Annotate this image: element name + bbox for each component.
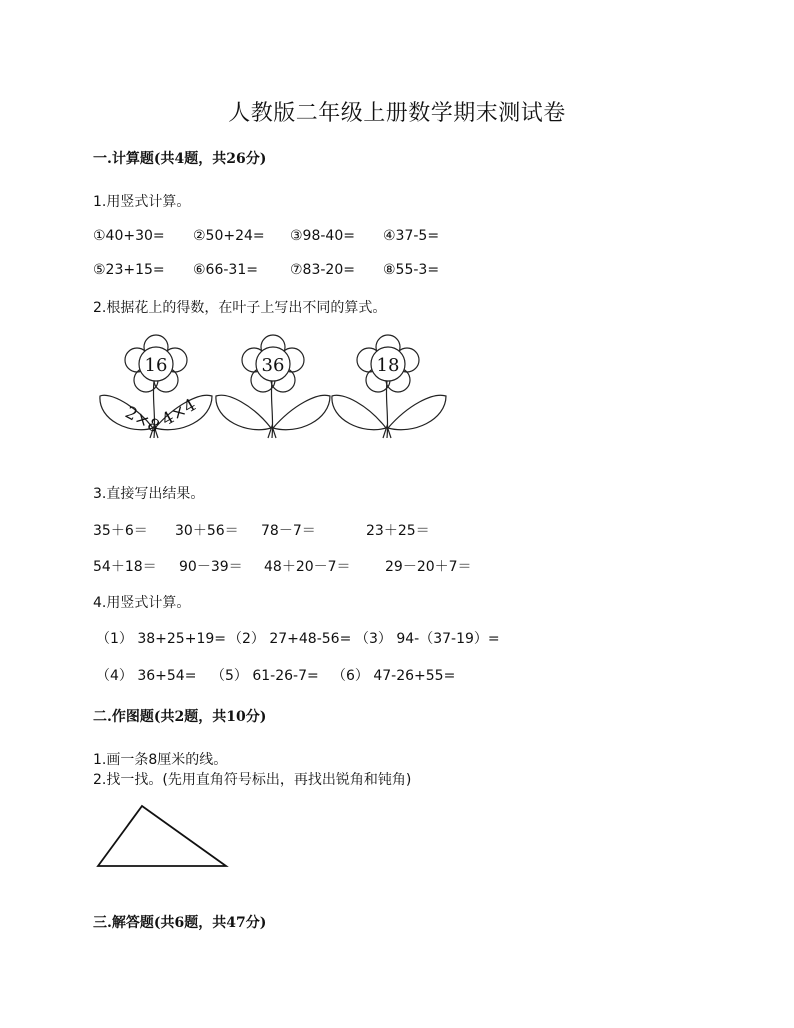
question-2-label: 2.根据花上的得数，在叶子上写出不同的算式。: [93, 300, 387, 316]
right-leaf: [273, 395, 330, 429]
drawing-question-2: 2.找一找。(先用直角符号标出，再找出锐角和钝角): [93, 772, 412, 788]
question-4-label: 4.用竖式计算。: [93, 595, 191, 611]
left-leaf: [332, 395, 386, 429]
left-leaf: [216, 395, 271, 429]
problem-item: 29－20＋7＝: [385, 559, 472, 575]
problem-item: ⑥66-31=: [193, 262, 258, 278]
drawing-question-1: 1.画一条8厘米的线。: [93, 752, 228, 768]
flowers-illustration: [90, 330, 460, 445]
flower-1-number: 16: [144, 355, 168, 376]
problem-item: ②50+24=: [193, 228, 265, 244]
problem-item: （5） 61-26-7=: [211, 668, 319, 684]
problem-item: （4） 36+54=: [96, 668, 197, 684]
triangle-icon: [94, 800, 230, 870]
problem-item: ⑤23+15=: [93, 262, 165, 278]
flower-1-left-leaf-text: 2×8: [121, 402, 163, 438]
page-title: 人教版二年级上册数学期末测试卷: [228, 101, 566, 126]
problem-item: 23＋25＝: [366, 523, 430, 539]
question-1-label: 1.用竖式计算。: [93, 194, 191, 210]
flower-2-number: 36: [261, 355, 285, 376]
problem-item: 35＋6＝: [93, 523, 148, 539]
problem-item: 30＋56＝: [175, 523, 239, 539]
problem-item: （1） 38+25+19=: [96, 631, 226, 647]
problem-item: （3） 94-（37-19）=: [355, 631, 500, 647]
section-heading-calculation: 一.计算题(共4题，共26分): [93, 151, 267, 167]
section-heading-word-problems: 三.解答题(共6题，共47分): [93, 915, 267, 931]
problem-item: ①40+30=: [93, 228, 165, 244]
problem-item: 90－39＝: [179, 559, 243, 575]
problem-item: ⑧55-3=: [383, 262, 440, 278]
problem-item: ⑦83-20=: [290, 262, 355, 278]
problem-item: （2） 27+48-56=: [228, 631, 352, 647]
flower-3-number: 18: [376, 355, 400, 376]
problem-item: ③98-40=: [290, 228, 355, 244]
right-leaf: [388, 395, 446, 429]
question-3-label: 3.直接写出结果。: [93, 486, 205, 502]
problem-item: 54＋18＝: [93, 559, 157, 575]
problem-item: 78－7＝: [261, 523, 316, 539]
flower-1-right-leaf-text: 4×4: [158, 395, 200, 431]
flower-2: [216, 335, 330, 438]
problem-item: （6） 47-26+55=: [332, 668, 456, 684]
flower-3: [332, 335, 446, 438]
problem-item: 48＋20－7＝: [264, 559, 351, 575]
problem-item: ④37-5=: [383, 228, 440, 244]
section-heading-drawing: 二.作图题(共2题，共10分): [93, 709, 267, 725]
